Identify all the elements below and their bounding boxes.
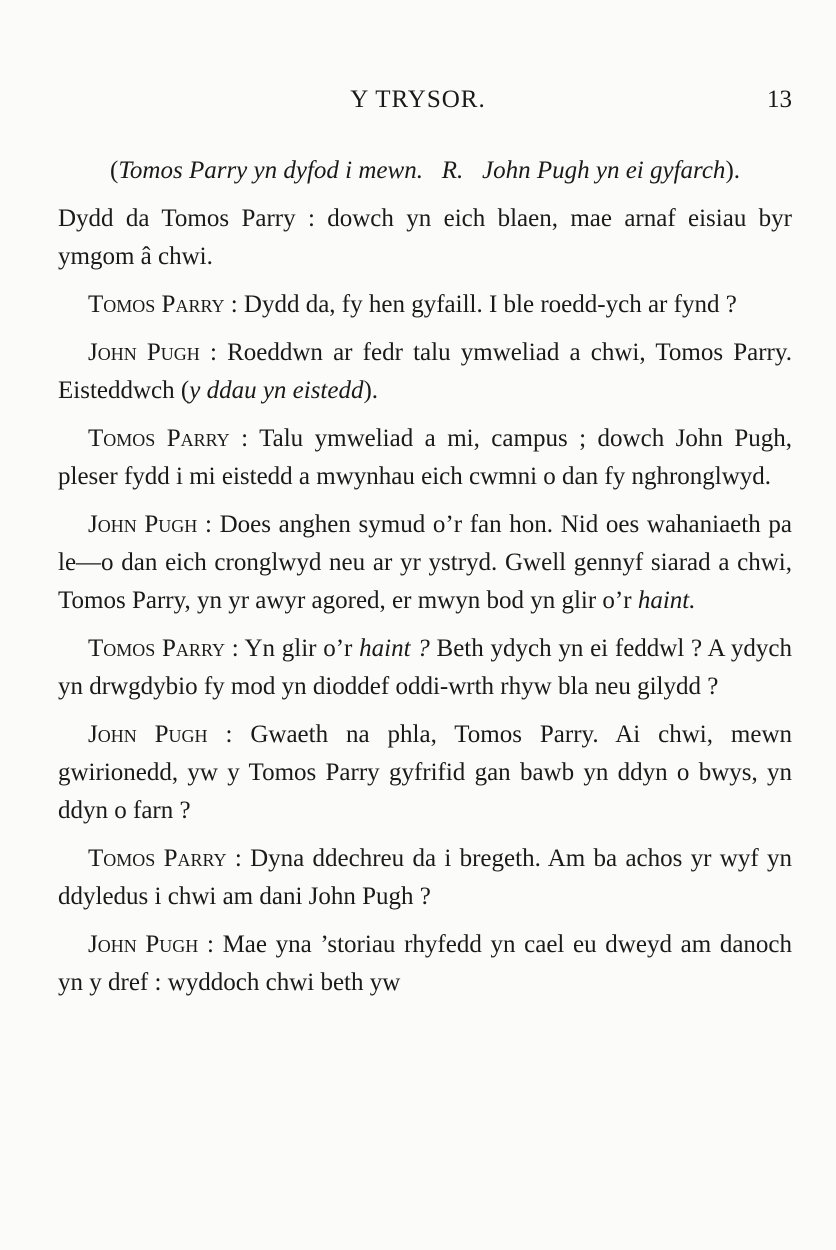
running-header	[0, 86, 836, 126]
paragraph-5: John Pugh : Does anghen symud o’r fan hon. Nid oes wahaniaeth pa le—o dan eich cronglwyd neu ar yr ystryd. Gwell gennyf siarad a chwi, Tomos Parry, yn yr awyr agored, er mwyn bod yn glir o’r haint.	[58, 511, 792, 614]
speaker-label: John Pugh :	[88, 339, 217, 366]
paragraph-1: Dydd da Tomos Parry : dowch yn eich blaen, mae arnaf eisiau byr ymgom â chwi.	[58, 205, 792, 270]
paragraph-8: Tomos Parry : Dyna ddechreu da i bregeth. Am ba achos yr wyf yn ddyledus i chwi am dani John Pugh ?	[58, 845, 792, 910]
body-text	[58, 152, 792, 1012]
speaker-label: Tomos Parry :	[88, 845, 242, 872]
speaker-label: John Pugh :	[88, 931, 214, 958]
stage-direction: (Tomos Parry yn dyfod i mewn. R. John Pugh yn ei gyfarch).	[109, 157, 741, 184]
speaker-label: John Pugh :	[88, 721, 233, 748]
paragraph-6: Tomos Parry : Yn glir o’r haint ? Beth ydych yn ei feddwl ? A ydych yn drwgdybio fy mod yn dioddef oddi-wrth rhyw bla neu gilydd ?	[58, 635, 793, 700]
speaker-label: Tomos Parry :	[88, 635, 239, 662]
page-number: 13	[767, 86, 792, 113]
paragraph-4: Tomos Parry : Talu ymweliad a mi, campus ; dowch John Pugh, pleser fydd i mi eistedd a mwynhau eich cwmni o dan fy nghronglwyd.	[58, 425, 792, 490]
paragraph-9: John Pugh : Mae yna ’storiau rhyfedd yn cael eu dweyd am danoch yn y dref : wyddoch chwi beth yw	[58, 931, 793, 996]
speaker-label: Tomos Parry :	[88, 291, 238, 318]
paragraph-3: John Pugh : Roeddwn ar fedr talu ymweliad a chwi, Tomos Parry. Eisteddwch (y ddau yn eistedd).	[58, 339, 792, 404]
paragraph-2: Tomos Parry : Dydd da, fy hen gyfaill. I ble roedd-ych ar fynd ?	[88, 291, 737, 318]
speaker-label: John Pugh :	[88, 511, 212, 538]
paragraph-7: John Pugh : Gwaeth na phla, Tomos Parry. Ai chwi, mewn gwirionedd, yw y Tomos Parry gyfrifid gan bawb yn ddyn o bwys, yn ddyn o farn ?	[58, 721, 792, 824]
running-title: Y TRYSOR.	[350, 86, 486, 113]
speaker-label: Tomos Parry :	[88, 425, 249, 452]
